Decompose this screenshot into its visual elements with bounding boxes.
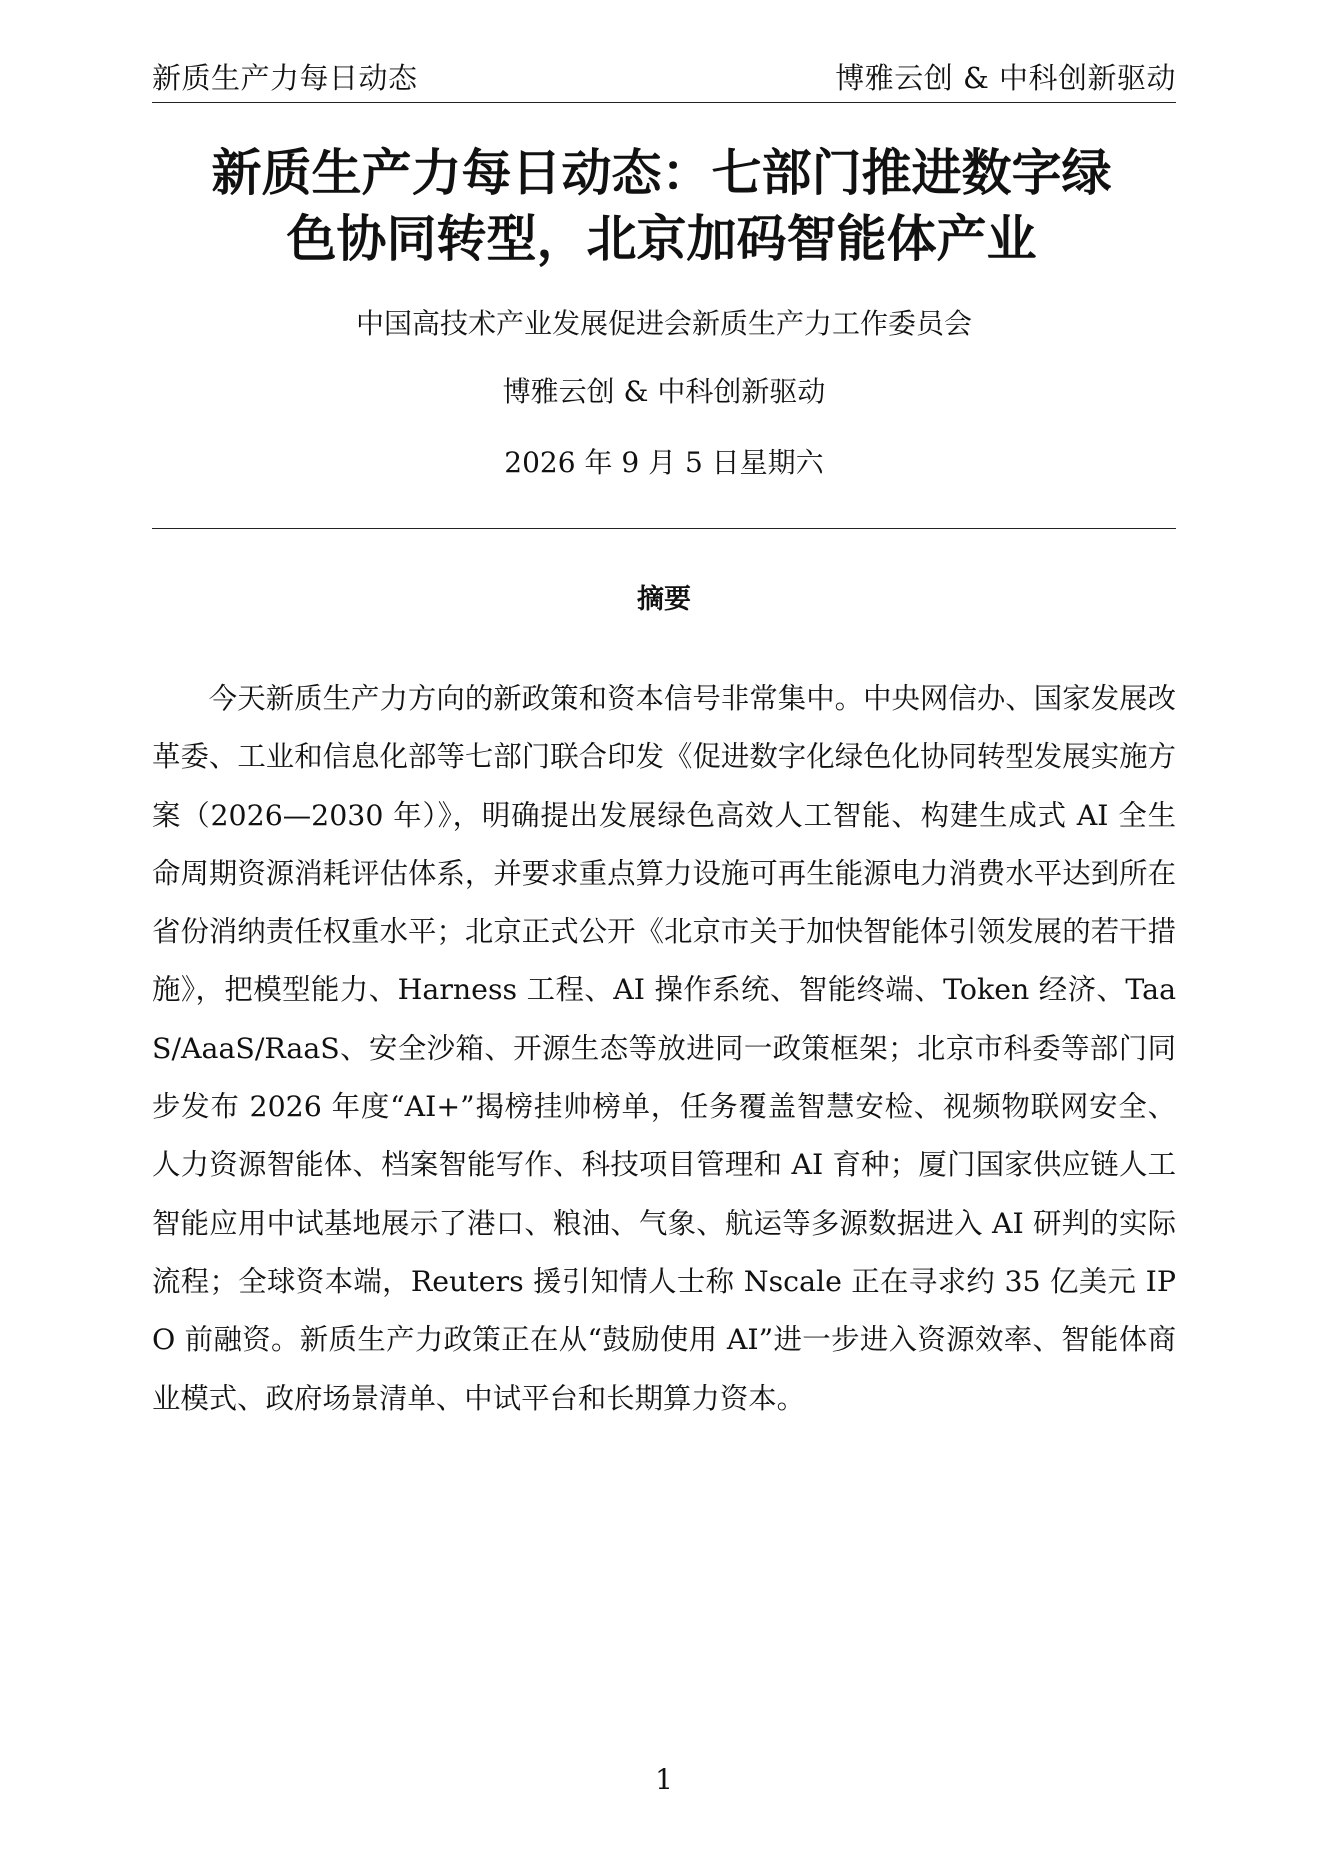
publication-date: 2026 年 9 月 5 日星期六 <box>504 446 824 479</box>
running-header-left: 新质生产力每日动态 <box>152 61 418 95</box>
page-number: 1 <box>655 1763 673 1796</box>
title-divider <box>152 528 1176 529</box>
organization: 中国高技术产业发展促进会新质生产力工作委员会 <box>355 307 972 340</box>
document-title-line-2: 色协同转型，北京加码智能体产业 <box>286 209 1037 268</box>
abstract-heading: 摘要 <box>637 584 691 615</box>
running-header-right: 博雅云创 & 中科创新驱动 <box>835 61 1176 95</box>
document-title <box>120 140 1203 272</box>
abstract-body: 今天新质生产力方向的新政策和资本信号非常集中。中央网信办、国家发展改革委、工业和信息化部等七部门联合印发《促进数字化绿色化协同转型发展实施方案（2026—2030 年）》，明确提出发展绿色高效人工智能、构建生成式 AI 全生命周期资源消耗评估体系，并要求重点算力设施可再生能源电力消费水平达到所在省份消纳责任权重水平；北京正式公开《北京市关于加快智能体引领发展的若干措施》，把模型能力、Harness 工程、AI 操作系统、智能终端、Token 经济、TaaS/AaaS/RaaS、安全沙箱、开源生态等放进同一政策框架；北京市科委等部门同步发布 2026 年度“AI+”揭榜挂帅榜单，任务覆盖智慧安检、视频物联网安全、人力资源智能体、档案智能写作、科技项目管理和 AI 育种；厦门国家供应链人工智能应用中试基地展示了港口、粮油、气象、航运等多源数据进入 AI 研判的实际流程；全球资本端，Reuters 援引知情人士称 Nscale 正在寻求约 35 亿美元 IPO 前融资。新质生产力政策正在从“鼓励使用 AI”进一步进入资源效率、智能体商业模式、政府场景清单、中试平台和长期算力资本。 <box>152 682 1176 1415</box>
document-title-line-1: 新质生产力每日动态：七部门推进数字绿 <box>211 143 1112 202</box>
authors: 博雅云创 & 中科创新驱动 <box>502 375 826 408</box>
running-header <box>152 58 1176 103</box>
